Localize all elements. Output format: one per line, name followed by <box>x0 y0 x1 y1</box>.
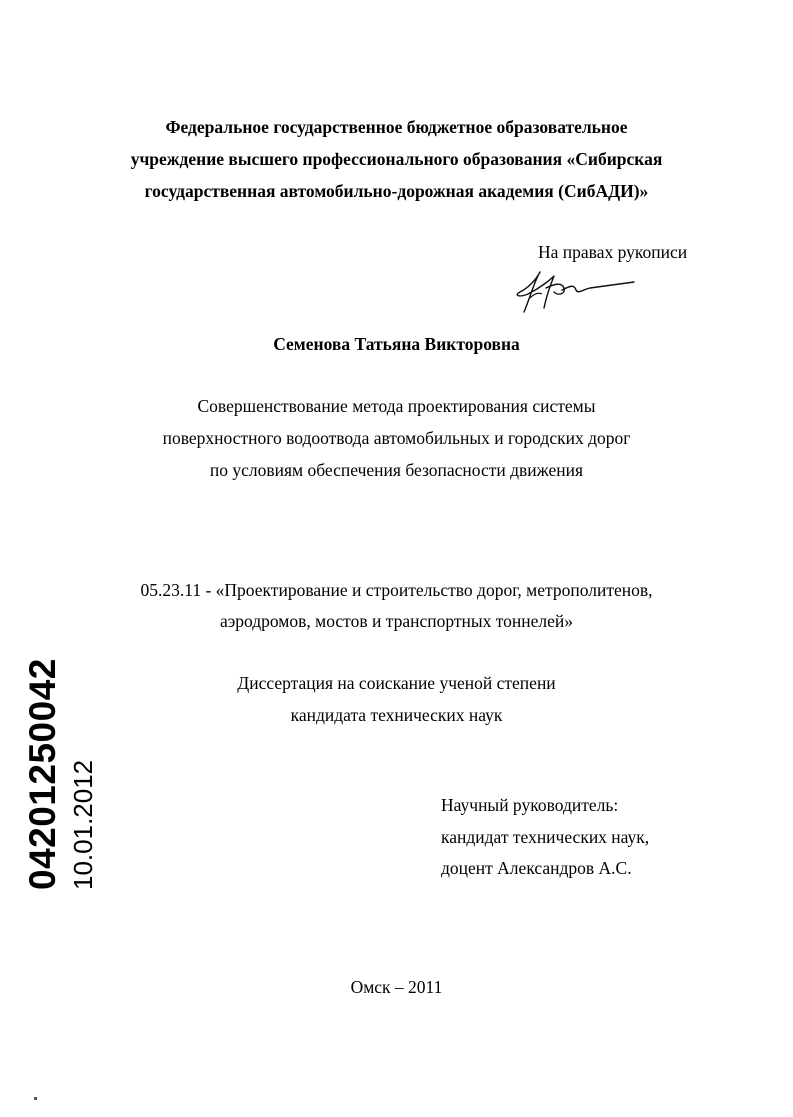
degree-line-2: кандидата технических наук <box>290 705 503 725</box>
specialty-line-2: аэродромов, мостов и транспортных тоннелей» <box>219 611 574 631</box>
author-name: Семенова Татьяна Викторовна <box>273 334 520 354</box>
institution-line-2: учреждение высшего профессионального образования «Сибирская <box>130 149 663 169</box>
manuscript-note: На правах рукописи <box>538 242 688 262</box>
stamp-date: 10.01.2012 <box>68 759 98 890</box>
specialty-line-1: 05.23.11 - «Проектирование и строительство дорог, метрополитенов, <box>140 580 653 600</box>
institution-line-3: государственная автомобильно-дорожная академия (СибАДИ)» <box>144 181 649 201</box>
scan-speck <box>34 1097 37 1100</box>
thesis-title-line-2: поверхностного водоотвода автомобильных и городских дорог <box>162 428 631 448</box>
degree-line-1: Диссертация на соискание ученой степени <box>237 673 556 693</box>
institution-line-1: Федеральное государственное бюджетное образовательное <box>165 117 628 137</box>
stamp-number: 04201250042 <box>22 658 63 890</box>
thesis-title-line-1: Совершенствование метода проектирования системы <box>197 396 596 416</box>
city-year: Омск – 2011 <box>350 977 443 997</box>
library-stamp <box>23 650 99 890</box>
signature-image <box>510 268 640 316</box>
thesis-title-line-3: по условиям обеспечения безопасности движения <box>209 460 584 480</box>
supervisor-line-1: Научный руководитель: <box>441 795 619 815</box>
supervisor-line-3: доцент Александров А.С. <box>441 858 632 878</box>
supervisor-line-2: кандидат технических наук, <box>441 827 650 847</box>
